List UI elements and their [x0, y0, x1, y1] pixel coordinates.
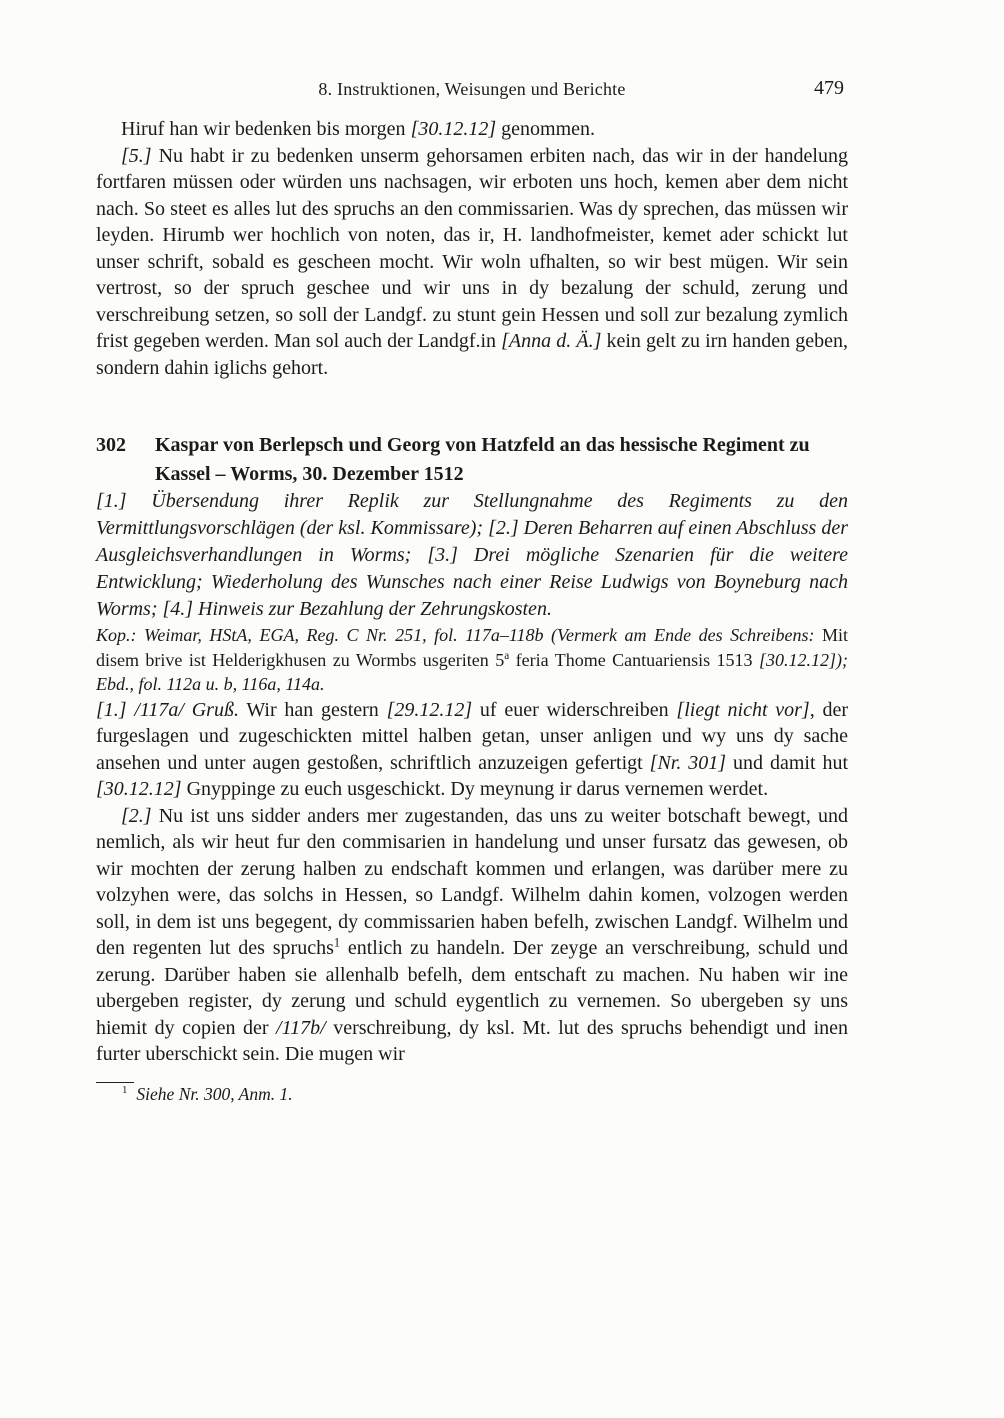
- document-heading: [96, 431, 848, 488]
- running-header: 8. Instruktionen, Weisungen und Berichte: [318, 79, 626, 99]
- continuation-paragraph-2: [5.] Nu habt ir zu bedenken unserm gehorsamen erbiten nach, das wir in der handelung fortfaren müssen oder würden uns nachsagen, wir erboten uns hoch, kemen aber dem nicht nach. So steet es alles lut des spruchs an den commissarien. Was dy sprechen, das müssen wir leyden. Hirumb wer hochlich von noten, das ir, H. landhofmeister, kemet ader schickt lut unser schrift, sobald es gescheen mocht. Wir woln ufhalten, so wir best mügen. Wir sein vertrost, so der spruch geschee und wir uns in dy bezalung der schuld, zerung und verschreibung setzen, so soll der Landgf. zu stunt gein Hessen und soll zur bezalung zymlich frist gegeben werden. Man sol auch der Landgf.in [Anna d. Ä.] kein gelt zu irn handen geben, sondern dahin iglichs gehort.: [96, 144, 849, 379]
- body-paragraph-2: [2.] Nu ist uns sidder anders mer zugestanden, das uns zu weiter botschaft bewegt, und nemlich, als wir heut fur den commisarien in handelung und unser fursatz das gewesen, ob wir mochten der zerung halben zu endschaft kommen und erlangen, was darüber mere zu volzyhen were, das solchs in Hessen, so Landgf. Wilhelm dahin komen, volzogen werden soll, in dem ist uns begegent, dy commissarien haben befelh, zwischen Landgf. Wilhelm und den regenten lut des spruchs$^1$ entlich zu handeln. Der zeyge an verschreibung, schuld und zerung. Darüber haben sie allenhalb befelh, dem entschaft zu machen. Nu haben wir ine ubergeben register, dy zerung und schuld eygentlich zu vernemen. So ubergeben sy uns hiemit dy copien der /117b/ verschreibung, dy ksl. Mt. lut des spruchs behendigt und inen furter uberschickt sein. Die mugen wir: [96, 804, 848, 1065]
- footnote-marker: 1: [122, 1083, 128, 1096]
- continuation-paragraph-1: Hiruf han wir bedenken bis morgen [30.12.12] genommen.: [121, 118, 596, 140]
- footnote: [96, 1083, 848, 1105]
- source-note: Kop.: Weimar, HStA, EGA, Reg. C Nr. 251, fol. 117a–118b (Vermerk am Ende des Schreibens: Mit disem brive ist Helderigkhusen zu Wormbs usgeriten 5$^a$ feria Thome Cantuariensis 1513 [30.12.12]); Ebd., fol. 112a u. b, 116a, 114a.: [96, 625, 848, 694]
- document-number: 302: [96, 434, 126, 456]
- page-number: 479: [814, 77, 844, 99]
- body-paragraph-1: [1.] /117a/ Gruß. Wir han gestern [29.12.12] uf euer widerschreiben [liegt nicht vor], der furgeslagen und zugeschickten mittel halben getan, unser anligen und wy uns dy sache ansehen und unter augen gestoßen, schriftlich anzuzeigen gefertigt [Nr. 301] und damit hut [30.12.12] Gnyppinge zu euch usgeschickt. Dy meynung ir darus vernemen werdet.: [96, 698, 849, 800]
- document-title: Kaspar von Berlepsch und Georg von Hatzfeld an das hessische Regiment zu Kassel – Worms, 30. Dezember 1512: [155, 434, 810, 485]
- page-content: [96, 116, 848, 1105]
- document-summary: [1.] Übersendung ihrer Replik zur Stellungnahme des Regiments zu den Vermittlungsvorschlägen (der ksl. Kommissare); [2.] Deren Beharren auf einen Abschluss der Ausgleichsverhandlungen in Worms; [3.] Drei mögliche Szenarien für die weitere Entwicklung; Wiederholung des Wunsches nach einer Reise Ludwigs von Boyneburg nach Worms; [4.] Hinweis zur Bezahlung der Zehrungskosten.: [96, 490, 848, 620]
- footnote-text: Siehe Nr. 300, Anm. 1.: [136, 1083, 293, 1104]
